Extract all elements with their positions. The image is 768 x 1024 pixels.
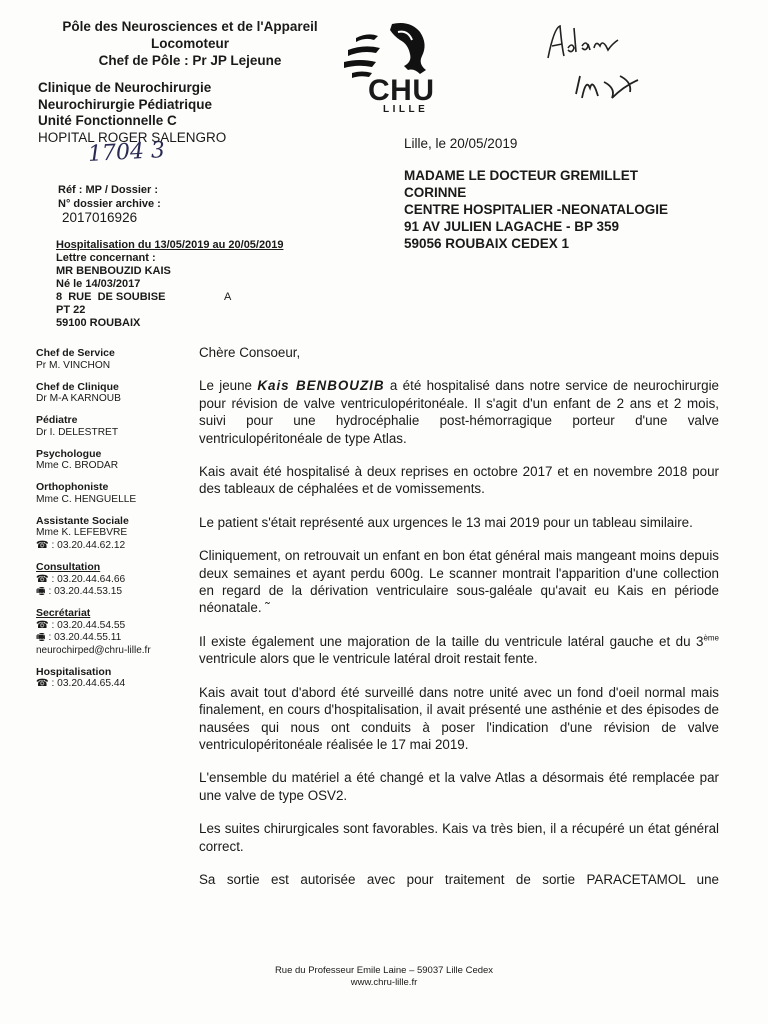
sidebar-value: Mme C. HENGUELLE [36, 493, 137, 505]
letter-date: Lille, le 20/05/2019 [404, 136, 518, 151]
sidebar-title: Orthophoniste [36, 481, 109, 494]
patient-pt: PT 22 [56, 304, 86, 316]
logo-chu-text: CHU [368, 74, 435, 107]
sidebar-phone: ☎ : 03.20.44.54.55 [36, 619, 126, 631]
sidebar-title: Assistante Sociale [36, 514, 129, 527]
sidebar-value: Mme K. LEFEBVRE [36, 527, 128, 539]
recipient-block [404, 167, 668, 252]
sidebar-phone: ☎ : 03.20.44.65.44 [36, 678, 126, 690]
p5-sup: ème [703, 633, 719, 643]
ref-label: Réf : MP / Dossier : [58, 184, 159, 196]
paragraph-7: L'ensemble du matériel a été changé et la valve Atlas a désormais été remplacée par une valve de type OSV2. [199, 770, 719, 803]
recipient-line-4: 91 AV JULIEN LAGACHE - BP 359 [404, 219, 620, 234]
patient-name: MR BENBOUZID KAIS [56, 265, 171, 277]
sidebar-orthophoniste [36, 481, 196, 506]
pole-line-1: Pôle des Neurosciences et de l'Appareil [62, 19, 318, 34]
staff-sidebar [36, 347, 196, 699]
sidebar-email: neurochirped@chru-lille.fr [36, 644, 151, 656]
sidebar-title: Secrétariat [36, 607, 91, 620]
recipient-line-2: CORINNE [404, 185, 467, 200]
paragraph-8: Les suites chirurgicales sont favorables. Kais va très bien, il a récupéré un état général correct. [199, 821, 719, 854]
sidebar-pediatre [36, 414, 196, 439]
sidebar-secretariat [36, 607, 196, 657]
paragraph-1 [199, 377, 719, 447]
page-footer [0, 965, 768, 989]
footer-address: Rue du Professeur Emile Laine – 59037 Lille Cedex [274, 965, 494, 976]
sidebar-chef-clinique [36, 381, 196, 406]
patient-birth: Né le 14/03/2017 [56, 278, 141, 290]
letter-body [199, 344, 719, 888]
hospitalisation-block [56, 239, 283, 330]
patient-street: 8 RUE DE SOUBISE [56, 291, 166, 303]
p1-pre: Le jeune [199, 378, 258, 394]
sidebar-value: Pr M. VINCHON [36, 359, 111, 371]
paragraph-9: Sa sortie est autorisée avec pour traitement de sortie PARACETAMOL une [199, 871, 719, 887]
sidebar-title: Psychologue [36, 447, 102, 460]
logo-city-text: LILLE [383, 104, 429, 115]
sidebar-value: Mme C. BRODAR [36, 460, 119, 472]
sidebar-title: Consultation [36, 561, 101, 574]
hospital-name: HOPITAL ROGER SALENGRO [38, 129, 227, 145]
reference-block [58, 184, 161, 225]
pole-line-2: Locomoteur [150, 36, 229, 51]
sidebar-assistante-sociale [36, 515, 196, 553]
p5-pre: Il existe également une majoration de la taille du ventricule latéral gauche et du 3 [199, 633, 704, 649]
salutation: Chère Consoeur, [199, 345, 301, 360]
sidebar-title: Chef de Clinique [36, 380, 119, 393]
paragraph-6: Kais avait tout d'abord été surveillé dans notre unité avec un fond d'oeil normal mais finalement, en cours d'hospitalisation, il avait présenté une asthénie et des épisodes de nausées qui nous ont conduits à poser l'indication d'une révision de valve ventriculopéritonéale réalisée le 17 mai 2019. [199, 684, 719, 752]
sidebar-phone: ☎ : 03.20.44.64.66 [36, 573, 126, 585]
recipient-line-3: CENTRE HOSPITALIER -NEONATALOGIE [404, 202, 669, 217]
p1-post: a été hospitalisé dans notre service de neurochirurgie pour révision de valve ventriculopéritonéale. Il s'agit d'un enfant de 2 ans et 2 mois, suivi pour une hydrocéphalie post-hémorragique porteur d'une valve ventriculopéritonéale de type Atlas. [199, 378, 719, 446]
sidebar-consultation [36, 561, 196, 599]
p5-post: ventricule alors que le ventricule latéral droit restait fente. [199, 651, 538, 667]
sidebar-title: Hospitalisation [36, 665, 112, 678]
paragraph-4: Cliniquement, on retrouvait un enfant en bon état général mais mangeant moins depuis deux semaines et ayant perdu 600g. Le scanner montrait l'apparition d'une collection en regard de la dérivation ventriculaire sous-galéale qu'avait eu Kais en période néonatale. ˜ [199, 548, 719, 616]
recipient-line-5: 59056 ROUBAIX CEDEX 1 [404, 236, 570, 251]
handwritten-reference: 1704 3 [87, 138, 166, 167]
archive-number: 2017016926 [62, 210, 138, 225]
recipient-line-1: MADAME LE DOCTEUR GREMILLET [404, 168, 638, 183]
sidebar-title: Chef de Service [36, 347, 115, 359]
archive-label: N° dossier archive : [58, 197, 161, 210]
sidebar-hospitalisation [36, 666, 196, 691]
footer-website: www.chru-lille.fr [350, 977, 418, 988]
sidebar-chef-service [36, 347, 196, 372]
sidebar-value: Dr I. DELESTRET [36, 426, 119, 438]
patient-name-inline: Kais BENBOUZIB [257, 378, 385, 394]
paragraph-2: Kais avait été hospitalisé à deux reprises en octobre 2017 et en novembre 2018 pour des tableaux de céphalées et de vomissements. [199, 464, 719, 497]
paragraph-3: Le patient s'était représenté aux urgences le 13 mai 2019 pour un tableau similaire. [199, 514, 693, 530]
sidebar-phone: ☎ : 03.20.44.62.12 [36, 539, 126, 551]
sidebar-fax: 🖷 : 03.20.44.53.15 [36, 586, 123, 598]
hospitalisation-period: Hospitalisation du 13/05/2019 au 20/05/2019 [56, 239, 284, 251]
handwritten-signature [546, 18, 646, 108]
pole-header [40, 18, 340, 69]
patient-city: 59100 ROUBAIX [56, 317, 141, 329]
clinique-block [38, 80, 226, 146]
paragraph-5 [199, 633, 719, 668]
pole-chief: Chef de Pôle : Pr JP Lejeune [98, 53, 282, 68]
clinique-line-1: Clinique de Neurochirurgie [38, 80, 212, 95]
sidebar-psychologue [36, 448, 196, 473]
clinique-line-2: Neurochirurgie Pédiatrique [38, 96, 213, 112]
sidebar-fax: 🖷 : 03.20.44.55.11 [36, 632, 122, 644]
concerning-label: Lettre concernant : [56, 252, 156, 264]
street-a-letter: A [224, 291, 232, 303]
sidebar-value: Dr M-A KARNOUB [36, 393, 121, 405]
sidebar-title: Pédiatre [36, 414, 78, 427]
clinique-line-3: Unité Fonctionnelle C [38, 113, 177, 128]
